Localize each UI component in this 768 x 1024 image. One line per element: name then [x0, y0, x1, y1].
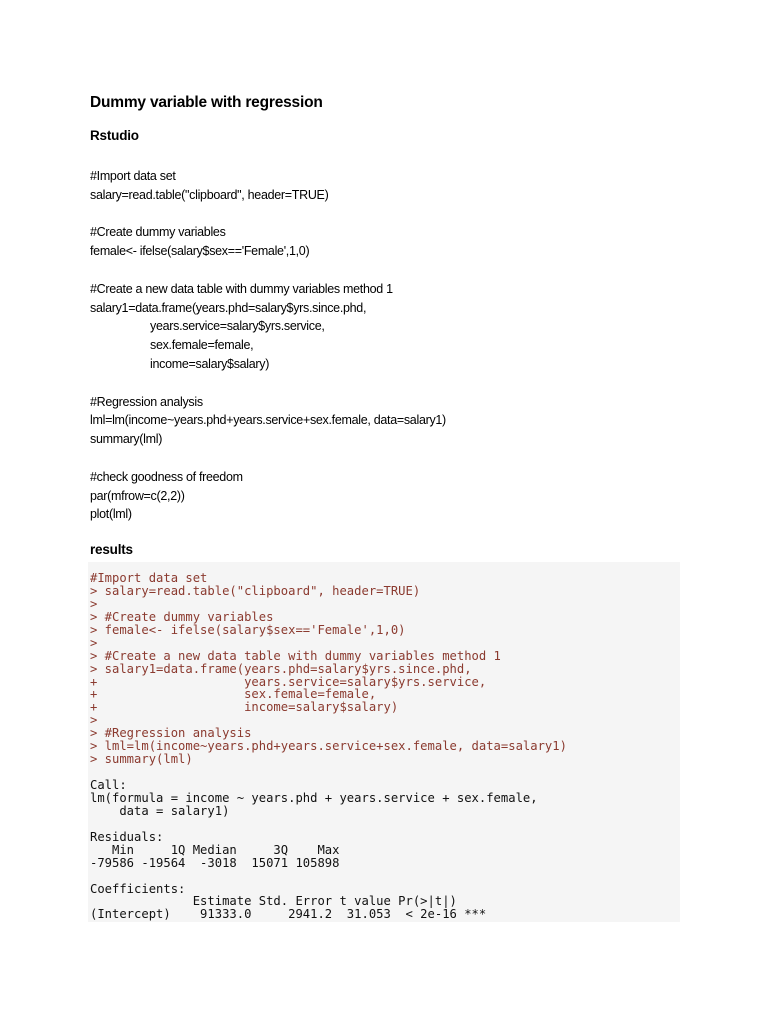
- script-line: #Create dummy variables: [90, 225, 226, 240]
- console-output-line: [90, 818, 680, 831]
- console-input-line: > summary(lml): [90, 752, 193, 767]
- console-output: [88, 562, 680, 922]
- script-line-indented: income=salary$salary): [150, 356, 270, 371]
- script-line-indented: years.service=salary$yrs.service,: [150, 319, 325, 334]
- console-output-line: Residuals:: [90, 829, 164, 844]
- console-input-line: #Import data set: [90, 571, 208, 585]
- script-line: summary(lml): [90, 432, 163, 447]
- script-line: #Regression analysis: [90, 394, 203, 409]
- script-line: #check goodness of freedom: [90, 469, 243, 484]
- script-line: plot(lml): [90, 507, 132, 522]
- script-line: #Import data set: [90, 169, 176, 183]
- console-input-line: > lml=lm(income~years.phd+years.service+sex.female, data=salary1): [90, 739, 567, 754]
- console-input-line: > #Create dummy variables: [90, 609, 274, 624]
- console-input-line: + income=salary$salary): [90, 700, 399, 715]
- script-line: salary1=data.frame(years.phd=salary$yrs.since.phd,: [90, 300, 367, 315]
- console-output-line: Call:: [90, 778, 127, 792]
- console-input-line: + sex.female=female,: [90, 687, 377, 702]
- console-output-line: Min 1Q Median 3Q Max: [90, 842, 347, 857]
- script-line: par(mfrow=c(2,2)): [90, 488, 185, 503]
- console-output-line: -79586 -19564 -3018 15071 105898: [90, 855, 347, 870]
- console-input-line: > salary1=data.frame(years.phd=salary$yrs.since.phd,: [90, 661, 472, 676]
- console-input-line: >: [90, 596, 98, 611]
- console-input-line: >: [90, 635, 98, 650]
- script-line: salary=read.table("clipboard", header=TRUE): [90, 187, 329, 202]
- console-input-line: >: [90, 713, 98, 728]
- console-output-line: [90, 766, 680, 779]
- console-output-line: Estimate Std. Error t value Pr(>|t|): [90, 894, 487, 909]
- console-output-line: Coefficients:: [90, 881, 186, 896]
- console-output-line: data = salary1): [90, 803, 230, 818]
- script-line: female<- ifelse(salary$sex=='Female',1,0): [90, 244, 310, 259]
- console-input-line: > female<- ifelse(salary$sex=='Female',1,0): [90, 622, 406, 637]
- results-heading: results: [90, 542, 133, 557]
- console-input-line: + years.service=salary$yrs.service,: [90, 674, 487, 689]
- console-input-line: > #Regression analysis: [90, 726, 252, 741]
- console-output-line: [90, 870, 680, 883]
- console-input-line: > #Create a new data table with dummy variables method 1: [90, 648, 501, 663]
- script-line-indented: sex.female=female,: [150, 338, 254, 353]
- console-output-line: lm(formula = income ~ years.phd + years.service + sex.female,: [90, 790, 538, 805]
- console-output-line: (Intercept) 91333.0 2941.2 31.053 < 2e-16 ***: [90, 907, 487, 922]
- page-subtitle: Rstudio: [90, 128, 139, 143]
- page-title: Dummy variable with regression: [90, 94, 323, 111]
- r-script: [90, 167, 446, 524]
- console-input-line: > salary=read.table("clipboard", header=TRUE): [90, 583, 421, 598]
- script-line: lml=lm(income~years.phd+years.service+sex.female, data=salary1): [90, 413, 446, 428]
- script-line: #Create a new data table with dummy variables method 1: [90, 281, 393, 296]
